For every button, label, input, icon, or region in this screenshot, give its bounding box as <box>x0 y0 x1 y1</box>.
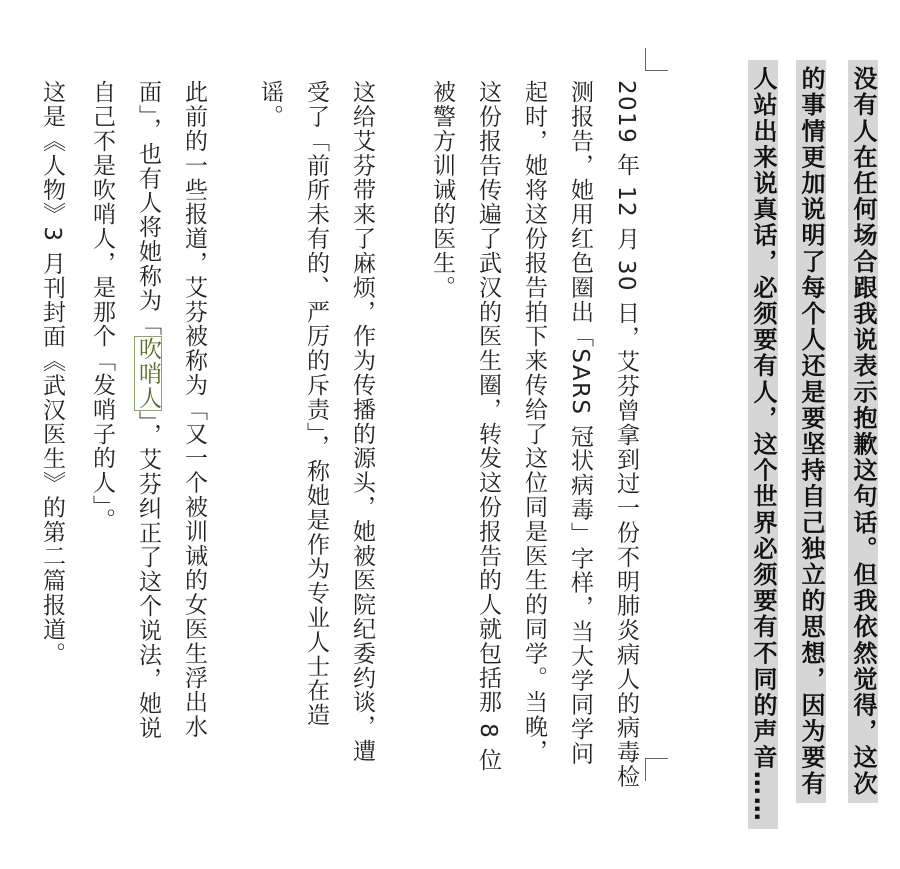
crop-mark-bottom <box>645 758 668 781</box>
body-line-12: 这是《人物》3 月刊封面《武汉医生》的第二篇报道。 <box>39 80 65 666</box>
body-line-3: 起时，她将这份报告拍下来传给了这位同是医生的同学。当晚， <box>521 80 547 764</box>
body-line-5: 被警方训诫的医生。 <box>429 80 455 300</box>
body-line-6: 这给艾芬带来了麻烦，作为传播的源头，她被医院纪委约谈，遭 <box>349 80 375 764</box>
body-line-1: 2019 年 12 月 30 日，艾芬曾拿到过一份不明肺炎病人的病毒检 <box>613 80 639 789</box>
body-line-11: 自己不是吹哨人，是那个「发哨子的人」。 <box>89 80 115 533</box>
quote-line-2: 的事情更加说明了每个人还是要坚持自己独立的思想，因为要有 <box>796 60 826 803</box>
whistleblower-keyword: 吹哨人 <box>135 336 161 411</box>
body-line-10-start: 面」，也有人将她称为「 <box>135 80 161 337</box>
quote-line-1: 没有人在任何场合跟我说表示抱歉这句话。但我依然觉得，这次 <box>848 60 878 803</box>
body-line-2: 测报告，她用红色圈出「SARS 冠状病毒」字样，当大学同学问 <box>567 80 593 766</box>
body-line-4: 这份报告传遍了武汉的医生圈，转发这份报告的人就包括那 8 位 <box>475 80 501 773</box>
body-line-10-end: 」，艾芬纠正了这个说法，她说 <box>135 410 161 741</box>
crop-mark-top <box>645 48 668 71</box>
body-line-7: 受了「前所未有的、严厉的斥责」，称她是作为专业人士在造 <box>303 80 329 728</box>
body-line-8: 谣。 <box>257 80 283 129</box>
body-line-10 <box>136 80 159 740</box>
body-line-9: 此前的一些报道，艾芬被称为「又一个被训诫的女医生浮出水 <box>181 80 207 739</box>
quote-line-3: 人站出来说真话，必须要有人，这个世界必须要有不同的声音…… <box>748 60 778 829</box>
